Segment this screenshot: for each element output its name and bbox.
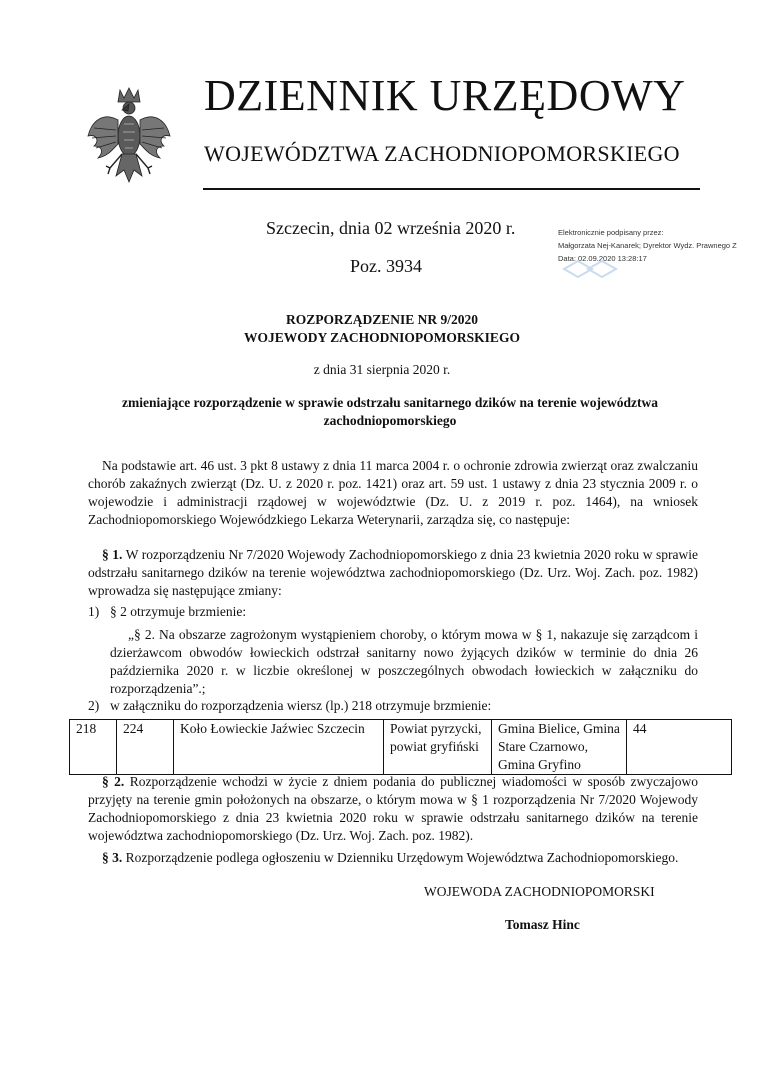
annex-table: [69, 719, 732, 775]
act-title-line-1: ROZPORZĄDZENIE NR 9/2020: [285, 312, 479, 327]
table-cell-municipality: Gmina Bielice, Gmina Stare Czarnowo, Gmina Gryfino: [492, 720, 627, 775]
section-3-text: Rozporządzenie podlega ogłoszeniu w Dzienniku Urzędowym Województwa Zachodniopomorskiego.: [122, 850, 679, 865]
table-cell-county: Powiat pyrzycki, powiat gryfiński: [384, 720, 492, 775]
amendment-item-2: [88, 697, 698, 715]
item-2-number: 2): [88, 698, 100, 713]
item-1-text: § 2 otrzymuje brzmienie:: [110, 604, 247, 619]
esig-line-2: Małgorzata Nej-Kanarek; Dyrektor Wydz. Prawnego Z: [558, 241, 737, 250]
header-divider: [203, 188, 700, 190]
signatory-office: WOJEWODA ZACHODNIOPOMORSKI: [424, 884, 655, 899]
table-cell-hunting-club: Koło Łowieckie Jaźwiec Szczecin: [174, 720, 384, 775]
section-3-label: § 3.: [102, 850, 123, 865]
section-2-label: § 2.: [102, 774, 125, 789]
table-cell-lp: 218: [70, 720, 117, 775]
publication-title: DZIENNIK URZĘDOWY: [204, 71, 686, 120]
section-1-label: § 1.: [102, 547, 123, 562]
section-1: [88, 546, 698, 600]
issue-position: Poz. 3934: [350, 256, 422, 276]
signature-watermark-icon: [560, 256, 620, 282]
table-row: [70, 720, 732, 775]
item-2-text: w załączniku do rozporządzenia wiersz (lp.) 218 otrzymuje brzmienie:: [110, 698, 492, 713]
section-1-text: W rozporządzeniu Nr 7/2020 Wojewody Zachodniopomorskiego z dnia 23 kwietnia 2020 roku w sprawie odstrzału sanitarnego dzików na terenie województwa zachodniopomorskiego (Dz. Urz. Woj. Zach. poz. 1982) wprowadza się następujące zmiany:: [88, 547, 698, 598]
polish-eagle-emblem-icon: [86, 84, 172, 194]
esig-line-3: Data: 02.09.2020 13:28:17: [558, 254, 647, 263]
act-date: z dnia 31 sierpnia 2020 r.: [313, 362, 451, 377]
item-1-number: 1): [88, 604, 100, 619]
preamble-paragraph: Na podstawie art. 46 ust. 3 pkt 8 ustawy z dnia 11 marca 2004 r. o ochronie zdrowia zwierząt oraz zwalczaniu chorób zakaźnych zwierząt (Dz. U. z 2020 r. poz. 1421) oraz art. 59 ust. 1 ustawy z dnia 23 stycznia 2009 r. o wojewodzie i administracji rządowej w województwie (Dz. U. z 2019 r. poz. 1464), na wniosek Zachodniopomorskiego Wojewódzkiego Lekarza Weterynarii, zarządza się, co następuje:: [88, 458, 698, 527]
act-title-line-2: WOJEWODY ZACHODNIOPOMORSKIEGO: [244, 330, 520, 345]
quoted-provision: „§ 2. Na obszarze zagrożonym wystąpieniem choroby, o którym mowa w § 1, nakazuje się zarządcom i dzierżawcom obwodów łowieckich odstrzał sanitarny nowo żyjących dzików w terminie do dnia 26 października 2020 r. w liczbie określonej w poszczególnych obwodach łowieckich w załączniku do rozporządzenia”.;: [110, 627, 698, 696]
issue-place-date: Szczecin, dnia 02 września 2020 r.: [266, 218, 516, 238]
section-3: [88, 849, 698, 867]
act-subject: zmieniające rozporządzenie w sprawie odstrzału sanitarnego dzików na terenie województwa zachodniopomorskiego: [121, 395, 659, 428]
publication-subtitle: WOJEWÓDZTWA ZACHODNIOPOMORSKIEGO: [204, 141, 680, 166]
esig-line-1: Elektronicznie podpisany przez:: [558, 228, 664, 237]
act-title: [0, 311, 764, 347]
amendment-item-1: [88, 603, 698, 621]
signatory-name: Tomasz Hinc: [505, 917, 580, 932]
section-2-text: Rozporządzenie wchodzi w życie z dniem podania do publicznej wiadomości w sposób zwyczajowo przyjęty na terenie gmin położonych na obszarze, o którym mowa w § 1 rozporządzenia Nr 7/2020 Wojewody Zachodniopomorskiego z dnia 23 kwietnia 2020 roku w sprawie odstrzału sanitarnego dzików na terenie województwa zachodniopomorskiego (Dz. Urz. Woj. Zach. poz. 1982).: [88, 774, 699, 843]
table-cell-count: 44: [627, 720, 732, 775]
section-2: [88, 773, 698, 845]
table-cell-hunting-district: 224: [117, 720, 174, 775]
